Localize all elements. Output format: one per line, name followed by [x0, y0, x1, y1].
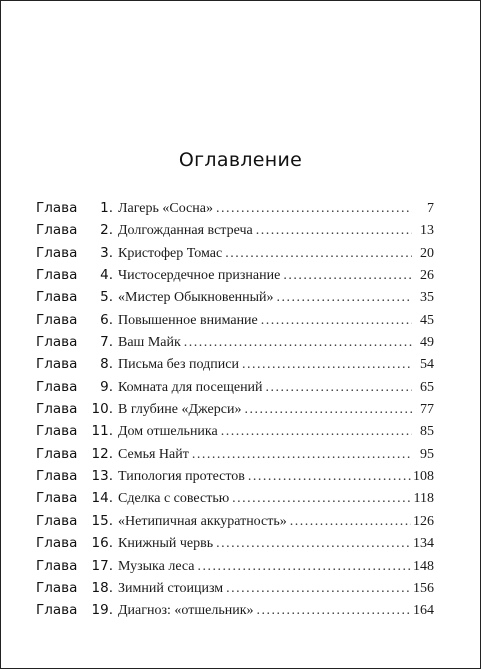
page-number: 35 — [420, 290, 434, 306]
dot-leader — [261, 310, 412, 332]
page-number: 49 — [420, 335, 434, 351]
chapter-word: Глава — [36, 602, 78, 619]
page-number: 95 — [420, 446, 434, 462]
dot-leader — [192, 444, 412, 466]
chapter-title: Письма без подписи — [118, 357, 239, 373]
chapter-number: 19. — [91, 602, 113, 619]
chapter-title: Чистосердечное признание — [118, 268, 281, 284]
dot-leader — [257, 600, 412, 622]
chapter-word: Глава — [36, 311, 78, 328]
chapter-number: 9. — [100, 378, 113, 395]
chapter-title: Книжный червь — [118, 536, 214, 552]
chapter-word: Глава — [36, 267, 78, 284]
table-of-contents — [36, 197, 434, 622]
toc-entry[interactable] — [36, 443, 434, 465]
chapter-number: 7. — [100, 334, 113, 351]
chapter-word: Глава — [36, 222, 78, 239]
chapter-number: 14. — [91, 490, 113, 507]
dot-leader — [225, 243, 412, 265]
chapter-word: Глава — [36, 289, 78, 306]
toc-entry[interactable] — [36, 242, 434, 264]
chapter-title: Повышенное внимание — [118, 312, 258, 328]
chapter-number: 12. — [91, 445, 113, 462]
chapter-title: Музыка леса — [118, 558, 195, 574]
chapter-title: «Мистер Обыкновенный» — [118, 290, 274, 306]
chapter-title: Дом отшельника — [118, 424, 218, 440]
toc-entry[interactable] — [36, 219, 434, 241]
page-number: 134 — [413, 536, 434, 552]
chapter-title: Кристофер Томас — [118, 245, 223, 261]
toc-entry[interactable] — [36, 532, 434, 554]
dot-leader — [244, 399, 412, 421]
chapter-word: Глава — [36, 490, 78, 507]
dot-leader — [184, 332, 412, 354]
chapter-number: 11. — [91, 423, 113, 440]
toc-entry[interactable] — [36, 197, 434, 219]
chapter-word: Глава — [36, 557, 78, 574]
chapter-word: Глава — [36, 468, 78, 485]
dot-leader — [232, 488, 411, 510]
chapter-word: Глава — [36, 401, 78, 418]
chapter-title: Лагерь «Сосна» — [118, 201, 213, 216]
toc-entry[interactable] — [36, 353, 434, 375]
chapter-number: 4. — [100, 267, 113, 284]
toc-entry[interactable] — [36, 286, 434, 308]
page-number: 26 — [420, 268, 434, 284]
chapter-word: Глава — [36, 512, 78, 529]
chapter-number: 8. — [100, 356, 113, 373]
page-number: 118 — [413, 491, 434, 507]
page-number: 7 — [427, 201, 434, 216]
chapter-title: Семья Найт — [118, 446, 189, 462]
toc-entry[interactable] — [36, 555, 434, 577]
dot-leader — [216, 533, 411, 555]
dot-leader — [198, 556, 412, 578]
dot-leader — [226, 578, 411, 600]
toc-entry[interactable] — [36, 309, 434, 331]
page-number: 54 — [420, 357, 434, 373]
dot-leader — [221, 421, 412, 443]
dot-leader — [248, 466, 411, 488]
page-number: 156 — [413, 580, 434, 596]
toc-entry[interactable] — [36, 376, 434, 398]
chapter-title: Типология протестов — [118, 469, 245, 485]
toc-entry[interactable] — [36, 577, 434, 599]
chapter-number: 6. — [100, 311, 113, 328]
chapter-title: Комната для посещений — [118, 379, 263, 395]
chapter-title: Сделка с совестью — [118, 491, 230, 507]
page-number: 77 — [420, 402, 434, 418]
chapter-word: Глава — [36, 356, 78, 373]
page-number: 164 — [413, 603, 434, 619]
page-number: 85 — [420, 424, 434, 440]
chapter-title: В глубине «Джерси» — [118, 402, 242, 418]
chapter-title: Ваш Майк — [118, 335, 181, 351]
chapter-word: Глава — [36, 535, 78, 552]
toc-entry[interactable] — [36, 487, 434, 509]
dot-leader — [216, 198, 412, 220]
page-number: 108 — [413, 469, 434, 485]
chapter-number: 10. — [91, 401, 113, 418]
chapter-word: Глава — [36, 445, 78, 462]
chapter-number: 2. — [100, 222, 113, 239]
chapter-word: Глава — [36, 579, 78, 596]
toc-entry[interactable] — [36, 465, 434, 487]
chapter-number: 3. — [100, 244, 113, 261]
chapter-title: Диагноз: «отшельник» — [118, 603, 254, 619]
dot-leader — [266, 377, 412, 399]
toc-entry[interactable] — [36, 331, 434, 353]
page-title: Оглавление — [178, 149, 303, 171]
chapter-number: 5. — [100, 289, 113, 306]
chapter-number: 16. — [91, 535, 113, 552]
dot-leader — [277, 287, 412, 309]
chapter-number: 13. — [91, 468, 113, 485]
chapter-title: Зимний стоицизм — [118, 580, 224, 596]
page-number: 13 — [420, 223, 434, 239]
chapter-number: 17. — [91, 557, 113, 574]
toc-entry[interactable] — [36, 599, 434, 621]
page-number: 45 — [420, 312, 434, 328]
toc-entry[interactable] — [36, 510, 434, 532]
chapter-word: Глава — [36, 423, 78, 440]
page-number: 148 — [413, 558, 434, 574]
chapter-number: 15. — [91, 512, 113, 529]
page-number: 65 — [420, 379, 434, 395]
page-number: 20 — [420, 245, 434, 261]
chapter-word: Глава — [36, 334, 78, 351]
toc-entry[interactable] — [36, 420, 434, 442]
dot-leader — [290, 511, 411, 533]
page-number: 126 — [413, 513, 434, 529]
chapter-word: Глава — [36, 200, 78, 216]
dot-leader — [283, 265, 412, 287]
toc-entry[interactable] — [36, 398, 434, 420]
chapter-title: «Нетипичная аккуратность» — [118, 513, 287, 529]
dot-leader — [242, 354, 412, 376]
chapter-number: 18. — [91, 579, 113, 596]
chapter-title: Долгожданная встреча — [118, 223, 253, 239]
dot-leader — [256, 220, 412, 242]
toc-entry[interactable] — [36, 264, 434, 286]
chapter-word: Глава — [36, 244, 78, 261]
chapter-number: 1. — [100, 200, 113, 216]
chapter-word: Глава — [36, 378, 78, 395]
